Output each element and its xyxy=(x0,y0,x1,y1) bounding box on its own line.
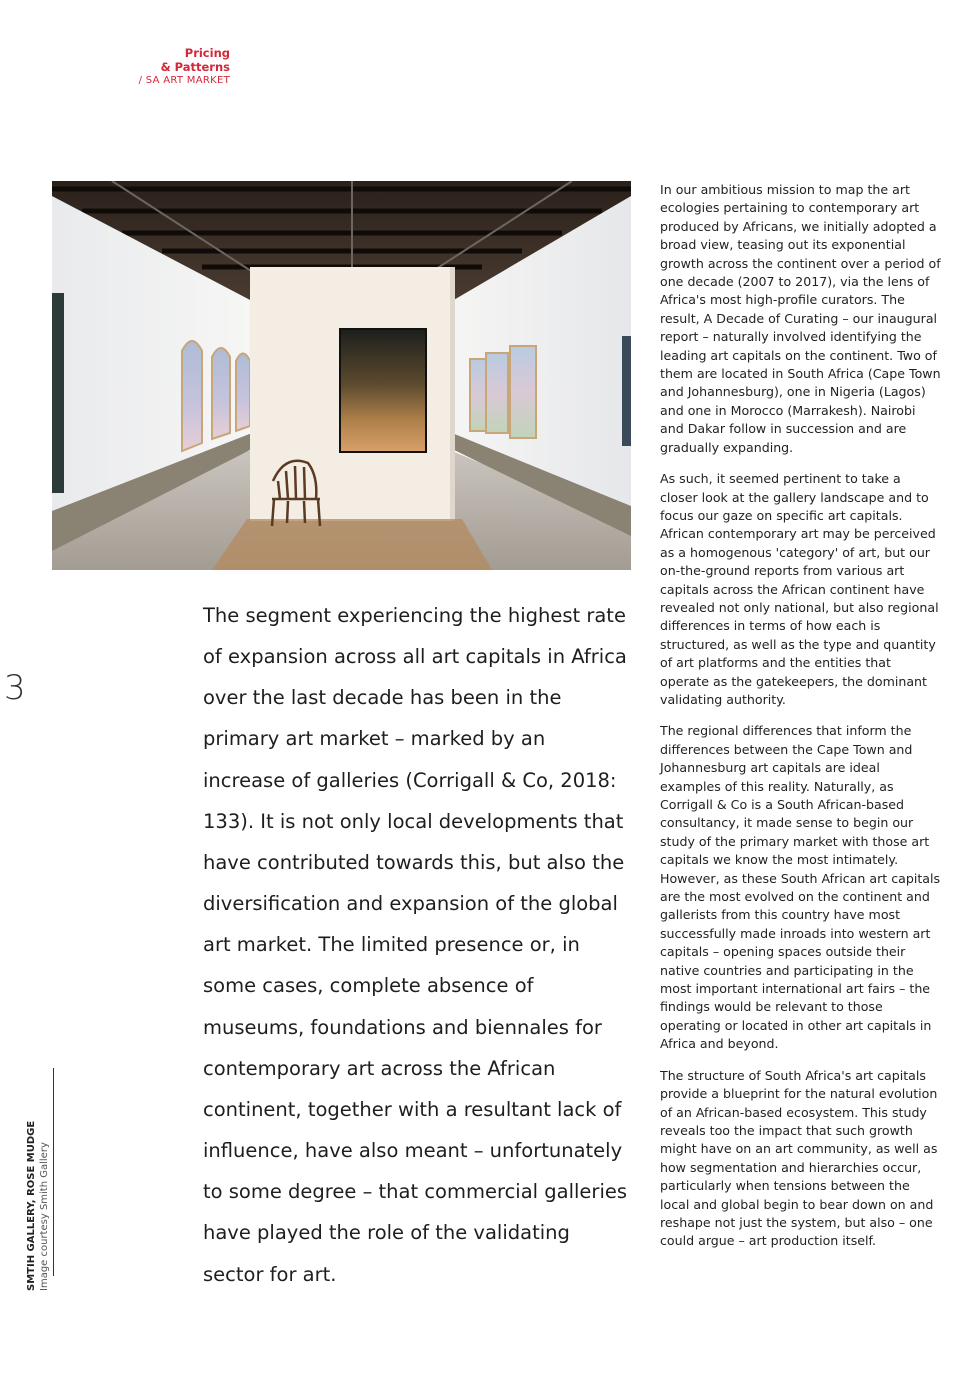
pull-quote xyxy=(203,595,633,1295)
body-paragraph: As such, it seemed pertinent to take a closer look at the gallery landscape and to focus our gaze on specific art capitals. African contemporary art may be perceived as a homogenous 'category' of art, but our on-the-ground reports from various art capitals across the African continent have revealed not only national, but also regional differences in terms of how each is structured, as well as the type and quantity of art platforms and the entities that operate as the gatekeepers, the dominant validating authority. xyxy=(660,471,939,707)
header-title: Pricing xyxy=(184,46,230,60)
header-subtitle: & Patterns xyxy=(160,60,230,74)
credit-title: SMTIH GALLERY, ROSE MUDGE xyxy=(26,1120,37,1291)
gallery-photo-icon xyxy=(52,181,631,570)
pull-quote-text: The segment experiencing the highest rate of expansion across all art capitals in Africa over the last decade has been in the primary art market – marked by an increase of galleries (Corrigall & Co, 2018: 133). It is not only local developments that have contributed towards this, but also the diversification and expansion of the global art market. The limited presence or, in some cases, complete absence of museums, foundations and biennales for contemporary art across the African continent, together with a resultant lack of influence, have also meant – unfortunately to some degree – that commercial galleries have played the role of the validating sector for art. xyxy=(203,604,628,1286)
header-section-label: / SA ART MARKET xyxy=(138,75,230,86)
photo-credit xyxy=(26,1068,78,1291)
gallery-photo xyxy=(52,181,631,570)
credit-courtesy: Image courtesy Smith Gallery xyxy=(39,1142,50,1291)
body-paragraph: The structure of South Africa's art capitals provide a blueprint for the natural evolution of an African-based ecosystem. This study reveals too the impact that such growth might have on an art community, as well as how segmentation and hierarchies occur, particularly when tensions between the local and global begin to bear down on and reshape not just the system, but also – one could argue – art production itself. xyxy=(660,1067,938,1249)
credit-divider xyxy=(53,1068,54,1276)
body-paragraph: The regional differences that inform the differences between the Cape Town and Johannesburg art capitals are ideal examples of this reality. Naturally, as Corrigall & Co is a South African-based consultancy, it made sense to begin our study of the primary market with those art capitals we know the most intimately. However, as these South African art capitals are the most evolved on the continent and gallerists from this country have most successfully made inroads into western art capitals – opening spaces outside their native countries and participating in the most important international art fairs – the findings would be relevant to those operating or located in other art capitals in Africa and beyond. xyxy=(660,723,941,1052)
credit-lines xyxy=(25,1081,51,1291)
page-number: 3 xyxy=(4,668,26,708)
body-column xyxy=(660,181,942,1264)
section-header xyxy=(120,46,230,88)
body-paragraph: In our ambitious mission to map the art ecologies pertaining to contemporary art produced by Africans, we initially adopted a broad view, teasing out its exponential growth across the continent over a period of one decade (2007 to 2017), via the lens of Africa's most high-profile curators. The result, A Decade of Curating – our inaugural report – naturally involved identifying the leading art capitals on the continent. Two of them are located in South Africa (Cape Town and Johannesburg), one in Nigeria (Lagos) and one in Morocco (Marrakesh). Nairobi and Dakar follow in succession and are gradually expanding. xyxy=(660,182,941,455)
